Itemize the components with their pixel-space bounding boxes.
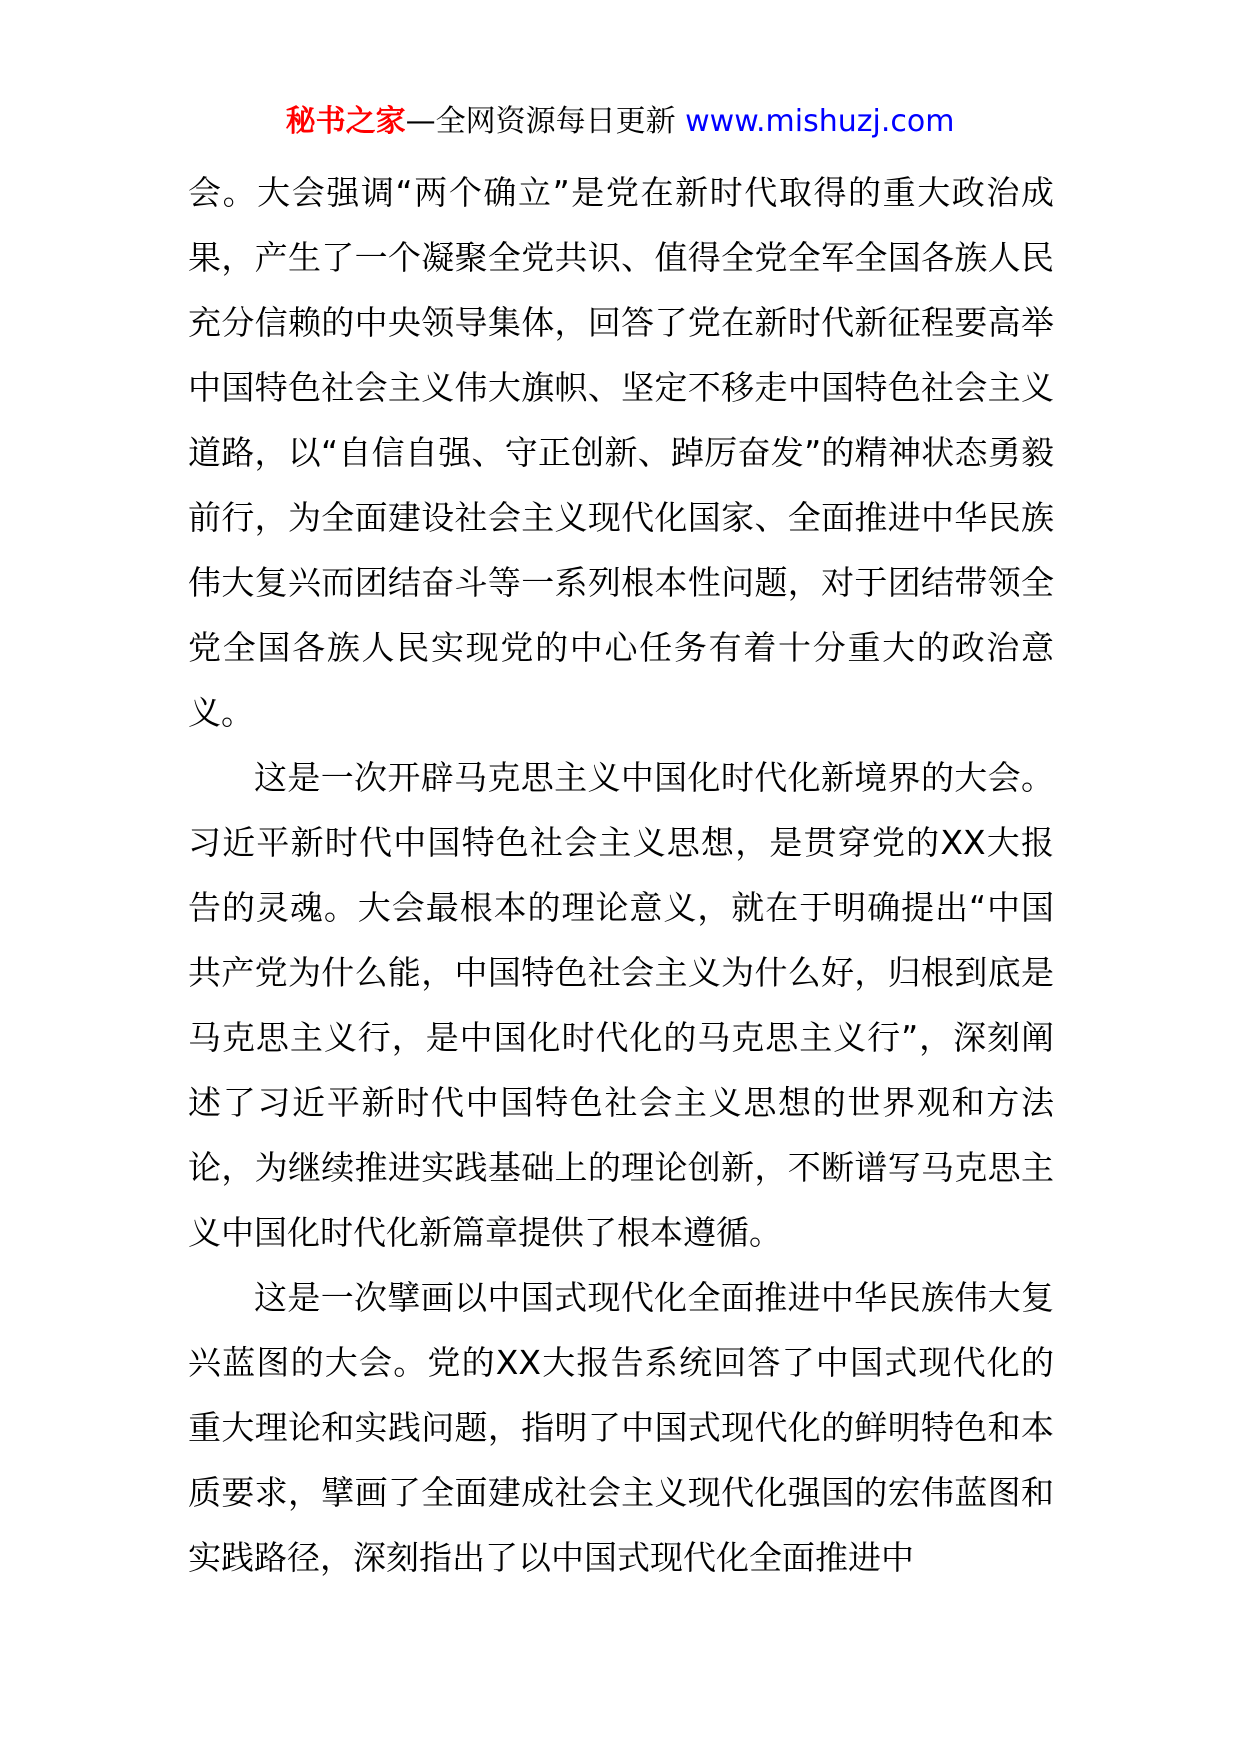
page-header — [0, 100, 1240, 144]
brand-name: 秘书之家 — [285, 104, 406, 139]
paragraph: 这是一次擘画以中国式现代化全面推进中华民族伟大复兴蓝图的大会。党的XX大报告系统回答了中国式现代化的重大理论和实践问题，指明了中国式现代化的鲜明特色和本质要求，擘画了全面建成社会主义现代化强国的宏伟蓝图和实践路径，深刻指出了以中国式现代化全面推进中 — [188, 1278, 1054, 1577]
paragraph: 这是一次开辟马克思主义中国化时代化新境界的大会。习近平新时代中国特色社会主义思想，是贯穿党的XX大报告的灵魂。大会最根本的理论意义，就在于明确提出“中国共产党为什么能，中国特色社会主义为什么好，归根到底是马克思主义行，是中国化时代化的马克思主义行”，深刻阐述了习近平新时代中国特色社会主义思想的世界观和方法论，为继续推进实践基础上的理论创新，不断谱写马克思主义中国化时代化新篇章提供了根本遵循。 — [188, 758, 1054, 1252]
paragraph-continued: 会。大会强调“两个确立”是党在新时代取得的重大政治成果，产生了一个凝聚全党共识、值得全党全军全国各族人民充分信赖的中央领导集体，回答了党在新时代新征程要高举中国特色社会主义伟大旗帜、坚定不移走中国特色社会主义道路，以“自信自强、守正创新、踔厉奋发”的精神状态勇毅前行，为全面建设社会主义现代化国家、全面推进中华民族伟大复兴而团结奋斗等一系列根本性问题，对于团结带领全党全国各族人民实现党的中心任务有着十分重大的政治意义。 — [188, 173, 1054, 732]
document-body — [188, 160, 1054, 1590]
header-tagline: —全网资源每日更新 — [405, 104, 686, 139]
site-url[interactable]: www.mishuzj.com — [685, 104, 955, 139]
